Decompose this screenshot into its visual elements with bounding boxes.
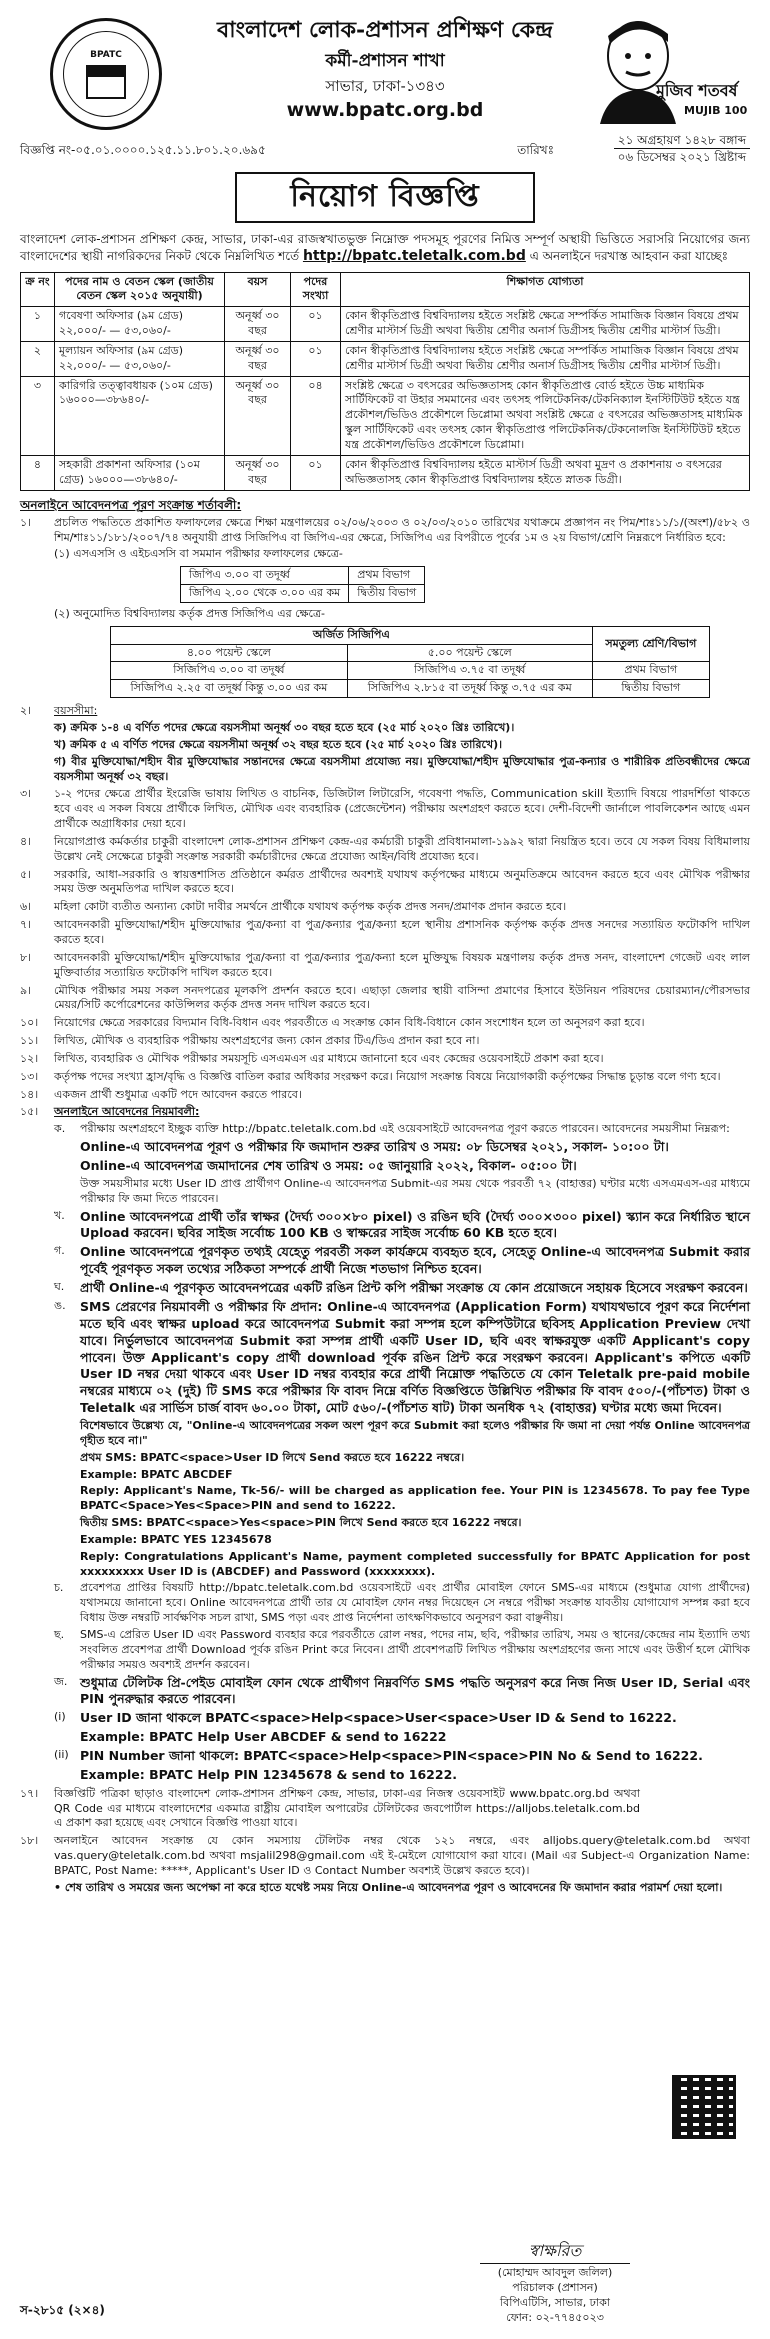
online-l-text: Online আবেদনপত্রে প্রার্থী তাঁর স্বাক্ষর (দৈর্ঘ্য ৩০০×৮০ pixel) ও রঙিন ছবি (দৈর্ঘ্য ৩০০×৩০০ pixel) স্ক্যান করে নির্ধারিত স্থানে Upload করবেন। ছবির সাইজ সর্বোচ্চ 100 KB ও স্বাক্ষরের সাইজ সর্বোচ্চ 60 KB হতে হবে। xyxy=(80,1208,750,1241)
col-age: বয়স xyxy=(225,272,291,307)
online-rii xyxy=(54,1748,750,1765)
cgpa-row xyxy=(111,680,710,698)
memo-ref-no: বিজ্ঞপ্তি নং-০৫.০১.০০০০.১২৫.১১.৮০১.২০.৬৯৫ xyxy=(20,143,266,157)
row-sl: ৪ xyxy=(21,455,55,490)
condition-18 xyxy=(20,1834,750,1879)
sms2-example: Example: BPATC YES 12345678 xyxy=(80,1532,272,1546)
condition-18b-text: • শেষ তারিখ ও সময়ের জন্য অপেক্ষা না করে হাতে যথেষ্ট সময় নিয়ে Online-এ আবেদনপত্র পূরণ ও আবেদনের ফি জমাদান করার পরামর্শ দেয়া হলো। xyxy=(54,1880,723,1894)
footer-code: স-২৮১৫ (২×৪) xyxy=(20,2303,105,2317)
condition-text: লিখিত, ব্যবহারিক ও মৌখিক পরীক্ষার সময়সূচি এসএমএস এর মাধ্যমে জানানো হবে এবং কেন্দ্রের ওয়েবসাইটে প্রকাশ করা হবে। xyxy=(54,1051,604,1065)
condition-text: লিখিত, মৌখিক ও ব্যবহারিক পরীক্ষায় অংশগ্রহণের জন্য কোন প্রকার টিএ/ডিএ প্রদান করা হবে না। xyxy=(54,1034,480,1048)
condition-number: ৭। xyxy=(20,918,32,932)
sub-label: ঘ. xyxy=(54,1280,65,1294)
cgpa-header-row xyxy=(111,626,710,644)
age-a xyxy=(54,721,750,736)
signatory-title: পরিচালক (প্রশাসন) xyxy=(512,2280,598,2294)
sms1-ex xyxy=(54,1468,750,1483)
online-ri-text: User ID জানা থাকলে BPATC<space>Help<space>User<space>User ID & Send to 16222. xyxy=(80,1710,677,1726)
row-post: কারিগরি তত্ত্বাবধায়ক (১০ম গ্রেড) ১৬০০০—৩৮৬৪০/- xyxy=(55,376,225,455)
sms1-reply: Reply: Applicant's Name, Tk-56/- will be charged as application fee. Your PIN is 12345678. To pay fee Type BPATC<Space>Yes<Space>PIN and send to 16222. xyxy=(80,1484,750,1513)
condition-17-text: বিজ্ঞপ্তিটি পত্রিকা ছাড়াও বাংলাদেশ লোক-প্রশাসন প্রশিক্ষণ কেন্দ্র, সাভার, ঢাকা-এর নিজস্ব ওয়েবসাইট www.bpatc.org.bd অথবা QR Code এর মাধ্যমে বাংলাদেশের একমাত্র রাষ্ট্রীয় মোবাইল অপারেটর টেলিটকের জবপোর্টাল https://alljobs.teletalk.com.bd এ প্রকাশ করা হয়েছে এবং সেখানে বিজ্ঞপ্তি পাওয়া যাবে। xyxy=(54,1786,640,1830)
cgpa-division: প্রথম বিভাগ xyxy=(592,662,709,680)
sms2-label: দ্বিতীয় SMS: BPATC<space>Yes<space>PIN লিখে Send করতে হবে 16222 নম্বরে। xyxy=(80,1516,522,1530)
cgpa-scale4: সিজিপিএ ৩.০০ বা তদূর্ধ্ব xyxy=(111,662,348,680)
condition-item xyxy=(20,835,750,865)
cgpa-scale4: সিজিপিএ ২.২৫ বা তদূর্ধ্ব কিন্তু ৩.০০ এর কম xyxy=(111,680,348,698)
other-conditions xyxy=(20,787,750,1102)
condition-number: ৬। xyxy=(20,900,32,914)
online-ri-example: Example: BPATC Help User ABCDEF & send to 16222 xyxy=(80,1729,447,1745)
condition-number: ১২। xyxy=(20,1051,39,1065)
row-sl: ১ xyxy=(21,307,55,342)
row-sl: ২ xyxy=(21,341,55,376)
row-count: ০১ xyxy=(291,341,341,376)
col-sl: ক্র নং xyxy=(21,272,55,307)
condition-1a xyxy=(54,547,750,562)
online-k3 xyxy=(54,1177,750,1207)
org-name: বাংলাদেশ লোক-প্রশাসন প্রশিক্ষণ কেন্দ্র xyxy=(217,17,553,43)
row-qualification: কোন স্বীকৃতিপ্রাপ্ত বিশ্ববিদ্যালয় হইতে মাস্টার্স ডিগ্রী অথবা মুদ্রণ ও প্রকাশনায় ৩ বৎসরের অভিজ্ঞতাসহ কোন স্বীকৃতিপ্রাপ্ত বিশ্ববিদ্যালয় হইতে স্নাতক ডিগ্রী। xyxy=(341,455,750,490)
sub-label xyxy=(54,1139,80,1156)
sub-label xyxy=(54,1451,80,1466)
sms1-rep xyxy=(54,1484,750,1514)
sms1 xyxy=(54,1451,750,1466)
row-sl: ৩ xyxy=(21,376,55,455)
row-count: ০১ xyxy=(291,455,341,490)
online-ri-ex xyxy=(54,1729,750,1746)
sub-label xyxy=(54,1419,80,1449)
condition-number: ১। xyxy=(20,515,32,529)
age-title: বয়সসীমা: xyxy=(54,704,98,718)
online-o-text: SMS প্রেরণের নিয়মাবলী ও পরীক্ষার ফি প্রদান: Online-এ আবেদনপত্র (Application Form) যথাযথভাবে পূরণ করে নির্দেশনা মতে ছবি এবং স্বাক্ষর upload করে আবেদনপত্র Submit করা সম্পন্ন হলে কম্পিউটারে ছবিসহ Application Preview দেখা যাবে। নির্ভুলভাবে আবেদনপত্র Submit করা সম্পন্ন প্রার্থী একটি User ID, ছবি এবং স্বাক্ষরযুক্ত একটি Applicant's copy পাবেন। উক্ত Applicant's copy প্রার্থী download পূর্বক রঙিন প্রিন্ট করে সংরক্ষণ করবেন। Applicant's কপিতে একটি User ID নম্বর দেয়া থাকবে এবং User ID নম্বর ব্যবহার করে প্রার্থী নিম্নোক্ত পদ্ধতিতে যে কোন Teletalk pre-paid mobile নম্বরের মাধ্যমে ০২ (দুই) টি SMS করে পরীক্ষার ফি বাবদ নিম্নে বর্ণিত বিজ্ঞপ্তিতে উল্লিখিত পরীক্ষার ফি বাবদ ৫০০/-(পাঁচশত) টাকা ও Teletalk এর সার্ভিস চার্জ বাবদ ৬০.০০ টাকা, মোট ৫৬০/-(পাঁচশত ষাট) টাকা অনধিক ৭২ (বাহাত্তর) ঘণ্টার মধ্যে জমা দিবেন। xyxy=(80,1298,750,1416)
condition-text: আবেদনকারী মুক্তিযোদ্ধা/শহীদ মুক্তিযোদ্ধার পুত্র/কন্যা বা পুত্র/কন্যার পুত্র/কন্যা হলে মুক্তিযুদ্ধ বিষয়ক মন্ত্রণালয় কর্তৃক প্রদত্ত সনদ, বাংলাদেশ গেজেট এবং লাল মুক্তিবার্তার সত্যায়িত ফটোকপি দাখিল করতে হবে। xyxy=(54,950,750,979)
sub-label: ছ. xyxy=(54,1628,65,1642)
online-o2 xyxy=(54,1419,750,1449)
intro-tail: এ অনলাইনে দরখাস্ত আহবান করা যাচ্ছেঃ xyxy=(529,248,729,263)
cgpa-scale5: ৫.০০ পয়েন্ট স্কেলে xyxy=(347,644,592,662)
condition-number: ২। xyxy=(20,704,32,718)
online-q xyxy=(54,1628,750,1673)
sub-label xyxy=(54,1484,80,1514)
mujib-en-text: MUJIB 100 xyxy=(684,104,748,117)
condition-18b xyxy=(54,1881,750,1896)
sms2-ex xyxy=(54,1533,750,1548)
book-icon xyxy=(86,65,126,99)
gpa-range: জিপিএ ৩.০০ বা তদূর্ধ্ব xyxy=(181,567,349,585)
online-p-text: প্রবেশপত্র প্রাপ্তির বিষয়টি http://bpatc.teletalk.com.bd ওয়েবসাইটে এবং প্রার্থীর মোবাইল ফোনে SMS-এর মাধ্যমে (শুধুমাত্র যোগ্য প্রার্থীদের) যথাসময়ে জানানো হবে। Online আবেদনপত্রে প্রার্থী তার যে মোবাইল ফোন নম্বর দিয়েছেন সে নম্বরে পরীক্ষা সংক্রান্ত যাবতীয় যোগাযোগ সম্পন্ন করা হবে বিধায় উক্ত নম্বরটি সার্বক্ষণিক সচল রাখা, SMS পড়া এবং প্রাপ্ত নির্দেশনা তাৎক্ষণিকভাবে অনুসরণ করা বাঞ্ছনীয়। xyxy=(80,1581,750,1625)
cgpa-scale4: ৪.০০ পয়েন্ট স্কেলে xyxy=(111,644,348,662)
row-count: ০৪ xyxy=(291,376,341,455)
row-post: মূল্যায়ন অফিসার (৯ম গ্রেড) ২২,০০০/- — ৫৩,০৬০/- xyxy=(55,341,225,376)
cgpa-equiv-header: সমতুল্য শ্রেণি/বিভাগ xyxy=(592,626,709,662)
condition-text: প্রচলিত পদ্ধতিতে প্রকাশিত ফলাফলের ক্ষেত্রে শিক্ষা মন্ত্রণালয়ের ০২/০৬/২০০৩ ও ০২/০৩/২০১০ তারিখের যথাক্রমে প্রজ্ঞাপন নং পিম/শাঃ১১/১/(অংশ)/৫৮২ ও শিম/শাঃ১১/১৮১/২০০৭/৭৪ অনুযায়ী প্রাপ্ত সিজিপিএ বা জিপিএ-এর ক্ষেত্রে, সিজিপিএ এর বিপরীতে পূর্বের ১ম ও ২য় বিভাগ/শ্রেণি নিম্নরূপে নির্ধারিত হবে: xyxy=(54,515,750,544)
online-rii-example: Example: BPATC Help PIN 12345678 & send to 16222. xyxy=(80,1766,458,1782)
row-age: অনূর্ধ্ব ৩০ বছর xyxy=(225,376,291,455)
row-post: গবেষণা অফিসার (৯ম গ্রেড) ২২,০০০/- — ৫৩,০৬০/- xyxy=(55,307,225,342)
signature-scrawl: স্বাক্ষরিত xyxy=(480,2240,630,2264)
sub-label: ঙ. xyxy=(54,1298,66,1312)
memo-date xyxy=(517,132,750,165)
condition-1b xyxy=(54,607,750,622)
condition-item xyxy=(20,918,750,948)
table-row xyxy=(21,376,750,455)
sms2 xyxy=(54,1516,750,1531)
sub-label: চ. xyxy=(54,1581,64,1595)
gpa-range: জিপিএ ২.০০ থেকে ৩.০০ এর কম xyxy=(181,585,349,603)
online-n-text: প্রার্থী Online-এ পূরণকৃত আবেদনপত্রের একটি রঙিন প্রিন্ট কপি পরীক্ষা সংক্রান্ত যে কোন প্রয়োজনে সহায়ক হিসেবে সংরক্ষণ করবেন। xyxy=(80,1280,748,1296)
cgpa-obtained-header: অর্জিত সিজিপিএ xyxy=(111,626,593,644)
condition-number: ১৮। xyxy=(20,1834,39,1848)
condition-number: ৮। xyxy=(20,950,32,964)
condition-number: ১৭। xyxy=(20,1786,39,1800)
online-rii-text: PIN Number জানা থাকলে: BPATC<space>Help<space>PIN<space>PIN No & Send to 16222. xyxy=(80,1748,703,1764)
sub-label xyxy=(54,1468,80,1483)
condition-item xyxy=(20,900,750,915)
bpatc-logo xyxy=(50,18,162,130)
row-age: অনূর্ধ্ব ৩০ বছর xyxy=(225,341,291,376)
cgpa-scale5: সিজিপিএ ৩.৭৫ বা তদূর্ধ্ব xyxy=(347,662,592,680)
row-count: ০১ xyxy=(291,307,341,342)
branch-name: কর্মী-প্রশাসন শাখা xyxy=(325,50,445,71)
logo-text: BPATC xyxy=(90,49,122,60)
condition-number: ১০। xyxy=(20,1016,39,1030)
sub-label: জ. xyxy=(54,1674,68,1688)
age-b xyxy=(54,738,750,753)
table-row xyxy=(21,307,750,342)
age-c xyxy=(54,755,750,785)
conditions-title: অনলাইনে আবেদনপত্র পূরণ সংক্রান্ত শর্তাবলী: xyxy=(20,497,242,512)
age-a-text: ক) ক্রমিক ১-৪ এ বর্ণিত পদের ক্ষেত্রে বয়সসীমা অনূর্ধ্ব ৩০ বছর হতে হবে (২৫ মার্চ ২০২০ খ্রিঃ তারিখে)। xyxy=(54,721,515,735)
condition-item xyxy=(20,868,750,898)
condition-text: আবেদনকারী মুক্তিযোদ্ধা/শহীদ মুক্তিযোদ্ধার পুত্র/কন্যা বা পুত্র/কন্যার পুত্র/কন্যা হলে স্থানীয় প্রশাসনিক কর্তৃপক্ষ কর্তৃক প্রদত্ত সনদের সত্যায়িত ফটোকপি দাখিল করতে হবে। xyxy=(54,918,750,946)
condition-item xyxy=(20,1016,750,1031)
condition-item xyxy=(20,1034,750,1049)
condition-number: ১৪। xyxy=(20,1087,39,1101)
sub-label: (ii) xyxy=(54,1748,69,1762)
signatory-name: (মোহাম্মদ আবদুল জলিল) xyxy=(497,2266,613,2279)
row-qualification: কোন স্বীকৃতিপ্রাপ্ত বিশ্ববিদ্যালয় হইতে সংশ্লিষ্ট ক্ষেত্রে সম্পর্কিত সামাজিক বিজ্ঞান বিষয়ে প্রথম শ্রেণীর মাস্টার্স ডিগ্রী অথবা দ্বিতীয় শ্রেণীর অনার্স ডিগ্রীসহ দ্বিতীয় শ্রেণীর মাস্টার্স ডিগ্রী। xyxy=(341,307,750,342)
condition-text: ১-২ পদের ক্ষেত্রে প্রার্থীর ইংরেজি ভাষায় লিখিত ও বাচনিক, ডিজিটাল লিটারেসি, গবেষণা পদ্ধতি, Communication skill ইত্যাদি বিষয়ে পারদর্শিতা থাকতে হবে এবং এ সকল বিষয়ে প্রার্থীকে লিখিত, মৌখিক এবং ব্যবহারিক (প্রেজেন্টেশন) পরীক্ষায় অংশগ্রহণ করতে হবে। দেশী-বিদেশী জার্নালে পাবলিকেশন আছে এমন প্রার্থীকে অগ্রাধিকার দেয়া হবে। xyxy=(54,787,750,831)
condition-15 xyxy=(20,1105,750,1120)
posts-table xyxy=(20,272,750,491)
sms2-reply: Reply: Congratulations Applicant's Name, payment completed successfully for BPATC Application for post xxxxxxxxx User ID is (ABCDEF) and Password (xxxxxxxx). xyxy=(80,1549,750,1578)
condition-text: মৌখিক পরীক্ষার সময় সকল সনদপত্রের মূলকপি প্রদর্শন করতে হবে। এছাড়া জেলার স্থায়ী বাসিন্দা প্রমাণের হিসাবে ইউনিয়ন পরিষদের চেয়ারম্যান/পৌরসভার মেয়র/সিটি কর্পোরেশনের কাউন্সিলর কর্তৃক প্রদত্ত সনদ দাখিল করতে হবে। xyxy=(54,983,750,1012)
condition-item xyxy=(20,984,750,1014)
online-r xyxy=(54,1675,750,1709)
condition-text: একজন প্রার্থী শুধুমাত্র একটি পদে আবেদন করতে পারবে। xyxy=(54,1087,302,1101)
sub-label: ক. xyxy=(54,1122,66,1136)
header-title-block xyxy=(210,16,560,124)
online-ri xyxy=(54,1710,750,1727)
condition-1b-text: (২) অনুমোদিত বিশ্ববিদ্যালয় কর্তৃক প্রদত্ত সিজিপিএ এর ক্ষেত্রে- xyxy=(54,606,326,620)
age-c-text: গ) বীর মুক্তিযোদ্ধা/শহীদ বীর মুক্তিযোদ্ধার সন্তানদের ক্ষেত্রে বয়সসীমা প্রযোজ্য নয়। মুক্তিযোদ্ধা/শহীদ মুক্তিযোদ্ধার পুত্র-কন্যার ও শারীরিক প্রতিবন্ধীদের ক্ষেত্রে বয়সসীমা অনূর্ধ্ব ৩২ বছর। xyxy=(54,754,750,783)
org-website[interactable]: www.bpatc.org.bd xyxy=(286,98,484,121)
condition-text: নিয়োগের ক্ষেত্রে সরকারের বিদ্যমান বিধি-বিধান এবং পরবর্তীতে এ সংক্রান্ত কোন বিধি-বিধানে কোন সংশোধন হলে তা অনুসরণ করা হবে। xyxy=(54,1016,645,1030)
row-age: অনূর্ধ্ব ৩০ বছর xyxy=(225,307,291,342)
condition-item xyxy=(20,1070,750,1085)
qr-code-icon[interactable] xyxy=(672,2075,736,2139)
condition-number: ১৩। xyxy=(20,1069,39,1083)
sub-label xyxy=(54,1177,80,1207)
online-m xyxy=(54,1244,750,1278)
table-row xyxy=(21,455,750,490)
gpa-division: দ্বিতীয় বিভাগ xyxy=(349,585,425,603)
row-qualification: সংশ্লিষ্ট ক্ষেত্রে ৩ বৎসরের অভিজ্ঞতাসহ কোন স্বীকৃতিপ্রাপ্ত বোর্ড হইতে উচ্চ মাধ্যমিক সার্টিফিকেট বা উহার সমমানের এবং তৎসহ পলিটেকনিক/টেকনিক্যাল ইনস্টিটিউট হইতে যন্ত্র প্রকৌশল/ভিডিও প্রকৌশলে ডিপ্লোমা অথবা সংশ্লিষ্ট ক্ষেত্রে ৫ বৎসরের অভিজ্ঞতাসহ মাধ্যমিক স্কুল সার্টিফিকেট এবং তৎসহ কোন স্বীকৃতিপ্রাপ্ত পলিটেকনিক/টেকনোলজি ইনস্টিটিউট হইতে যন্ত্র প্রকৌশল/ভিডিও প্রকৌশলে ডিপ্লোমা। xyxy=(341,376,750,455)
col-count: পদের সংখ্যা xyxy=(291,272,341,307)
intro-paragraph xyxy=(20,231,750,266)
online-k2-text: Online-এ আবেদনপত্র জমাদানের শেষ তারিখ ও সময়: ০৫ জানুয়ারি ২০২২, বিকাল- ০৫:০০ টা। xyxy=(80,1157,577,1173)
condition-item xyxy=(20,1052,750,1067)
condition-number: ৩। xyxy=(20,787,32,801)
condition-number: ৯। xyxy=(20,983,32,997)
posts-table-header xyxy=(21,272,750,307)
sms1-label: প্রথম SMS: BPATC<space>User ID লিখে Send করতে হবে 16222 নম্বরে। xyxy=(80,1450,465,1464)
condition-text: সরকারি, আধা-সরকারি ও স্বায়ত্তশাসিত প্রতিষ্ঠানে কর্মরত প্রার্থীদের অবশ্যই যথাযথ কর্তৃপক্ষের মাধ্যমে অনুমতিক্রমে আবেদন করতে হবে এবং মৌখিক পরীক্ষার সময় উক্ত অনুমতিপত্র দাখিল করতে হবে। xyxy=(54,867,750,896)
date-bangla: ২১ অগ্রহায়ণ ১৪২৮ বঙ্গাব্দ xyxy=(614,132,750,149)
sub-label xyxy=(54,1533,80,1548)
cgpa-division: দ্বিতীয় বিভাগ xyxy=(592,680,709,698)
condition-number: ৪। xyxy=(20,834,32,848)
condition-number: ১১। xyxy=(20,1034,39,1048)
sub-label xyxy=(54,1516,80,1531)
online-rii-ex xyxy=(54,1767,750,1784)
table-row xyxy=(21,341,750,376)
condition-17 xyxy=(20,1787,750,1832)
cgpa-row xyxy=(111,662,710,680)
online-k-text: পরীক্ষায় অংশগ্রহণে ইচ্ছুক ব্যক্তি http://bpatc.teletalk.com.bd এই ওয়েবসাইটে আবেদনপত্র পূরণ করতে পারবেন। আবেদনের সময়সীমা নিম্নরূপ: xyxy=(80,1122,730,1136)
online-k xyxy=(54,1122,750,1137)
mujib-badge-text: মুজিব শতবর্ষ xyxy=(656,81,738,100)
sub-label: খ. xyxy=(54,1208,65,1222)
sub-label xyxy=(54,1550,80,1580)
org-address: সাভার, ঢাকা-১৩৪৩ xyxy=(325,76,445,95)
online-q-text: SMS-এ প্রেরিত User ID এবং Password ব্যবহার করে পরবর্তীতে রোল নম্বর, পদের নাম, ছবি, পরীক্ষার তারিখ, সময় ও স্থানের/কেন্দ্রের নাম ইত্যাদি তথ্য সংবলিত প্রবেশপত্র প্রার্থী Download পূর্বক রঙিন Print করে নিবেন। প্রার্থী প্রবেশপত্রটি লিখিত পরীক্ষায় অংশগ্রহণের জন্য সাথে এবং উত্তীর্ণ হলে মৌখিক পরীক্ষার সময়ও অবশ্যই প্রদর্শন করবেন। xyxy=(80,1628,750,1671)
condition-number: ৫। xyxy=(20,867,32,881)
sub-label: গ. xyxy=(54,1244,65,1258)
gpa-row xyxy=(181,567,425,585)
sub-label xyxy=(54,1158,80,1175)
gpa-row xyxy=(181,585,425,603)
online-n xyxy=(54,1280,750,1297)
sub-label xyxy=(54,1729,80,1746)
online-k3-text: উক্ত সময়সীমার মধ্যে User ID প্রাপ্ত প্রার্থীগণ Online-এ আবেদনপত্র Submit-এর সময় থেকে পরবর্তী ৭২ (বাহাত্তর) ঘণ্টার মধ্যে এসএমএস-এর মাধ্যমে পরীক্ষার ফি জমা দিতে পারবেন। xyxy=(80,1176,750,1205)
condition-item xyxy=(20,1088,750,1103)
signatory-office: বিপিএটিসি, সাভার, ঢাকা xyxy=(500,2295,610,2309)
condition-2 xyxy=(20,704,750,719)
condition-text: কর্তৃপক্ষ পদের সংখ্যা হ্রাস/বৃদ্ধি ও বিজ্ঞপ্তি বাতিল করার অধিকার সংরক্ষণ করে। নিয়োগ সংক্রান্ত বিষয়ে নিয়োগকারী কর্তৃপক্ষের সিদ্ধান্ত চূড়ান্ত বলে গণ্য হবে। xyxy=(54,1069,721,1083)
online-k1-text: Online-এ আবেদনপত্র পূরণ ও পরীক্ষার ফি জমাদান শুরুর তারিখ ও সময়: ০৮ ডিসেম্বর ২০২১, সকাল- ১০:০০ টা। xyxy=(80,1139,669,1155)
sms1-example: Example: BPATC ABCDEF xyxy=(80,1467,233,1481)
online-r-text: শুধুমাত্র টেলিটক প্রি-পেইড মোবাইল ফোন থেকে প্রার্থীগণ নিম্নবর্ণিত SMS পদ্ধতি অনুসরণ করে নিজ নিজ User ID, Serial এবং PIN পুনরুদ্ধার করতে পারবেন। xyxy=(80,1674,750,1707)
condition-number: ১৫। xyxy=(20,1105,39,1119)
online-title: অনলাইনে আবেদনের নিয়মাবলী: xyxy=(54,1105,200,1119)
date-label: তারিখঃ xyxy=(517,143,554,157)
condition-1a-text: (১) এসএসসি ও এইচএসসি বা সমমান পরীক্ষার ফলাফলের ক্ষেত্রে- xyxy=(54,547,343,561)
online-l xyxy=(54,1209,750,1243)
condition-text: নিয়োগপ্রাপ্ত কর্মকর্তার চাকুরী বাংলাদেশ লোক-প্রশাসন প্রশিক্ষণ কেন্দ্র-এর কর্মচারী চাকুরী প্রবিধানমালা-১৯৯২ দ্বারা নিয়ন্ত্রিত হবে। তবে যে সকল বিষয় বিধিমালায় উল্লেখ নেই সেক্ষেত্রে চাকুরী সংক্রান্ত সরকারী কর্মচারীদের ক্ষেত্রে প্রযোজ্য আইন/বিধি প্রযোজ্য হবে। xyxy=(54,834,750,863)
gpa-division: প্রথম বিভাগ xyxy=(349,567,425,585)
online-k1 xyxy=(54,1139,750,1156)
memo-line xyxy=(20,132,750,168)
condition-item xyxy=(20,787,750,832)
row-age: অনূর্ধ্ব ৩০ বছর xyxy=(225,455,291,490)
mujib-centenary-logo xyxy=(590,14,748,124)
col-post: পদের নাম ও বেতন স্কেল (জাতীয় বেতন স্কেল ২০১৫ অনুযায়ী) xyxy=(55,272,225,307)
col-qualification: শিক্ষাগত যোগ্যতা xyxy=(341,272,750,307)
row-qualification: কোন স্বীকৃতিপ্রাপ্ত বিশ্ববিদ্যালয় হইতে সংশ্লিষ্ট ক্ষেত্রে সম্পর্কিত সামাজিক বিজ্ঞান বিষয়ে প্রথম শ্রেণীর মাস্টার্স ডিগ্রী অথবা দ্বিতীয় শ্রেণীর অনার্স ডিগ্রীসহ দ্বিতীয় শ্রেণীর মাস্টার্স ডিগ্রী। xyxy=(341,341,750,376)
condition-18-text: অনলাইনে আবেদন সংক্রান্ত যে কোন সমস্যায় টেলিটক নম্বর থেকে ১২১ নম্বরে, এবং alljobs.query@teletalk.com.bd অথবা vas.query@teletalk.com.bd অথবা msjalil298@gmail.com এই ই-মেইলে যোগাযোগ করা যাবে। (Mail এর Subject-এ Organization Name: BPATC, Post Name: *****, Applicant's User ID ও Contact Number অবশ্যই উল্লেখ করতে হবে)। xyxy=(54,1834,750,1878)
cgpa-scale5: সিজিপিএ ২.৮১৫ বা তদূর্ধ্ব কিন্তু ৩.৭৫ এর কম xyxy=(347,680,592,698)
sub-label: (i) xyxy=(54,1710,66,1724)
application-url[interactable]: http://bpatc.teletalk.com.bd xyxy=(302,247,526,264)
logo-emblem xyxy=(63,31,149,117)
condition-item xyxy=(20,951,750,981)
signature-block xyxy=(480,2240,630,2325)
online-p xyxy=(54,1581,750,1626)
signatory-phone: ফোন: ০২-৭৭৪৫০২৩ xyxy=(506,2310,604,2324)
gpa-table xyxy=(180,566,425,603)
date-english: ০৬ ডিসেম্বর ২০২১ খ্রিষ্টাব্দ xyxy=(617,150,746,165)
cgpa-table xyxy=(110,626,710,698)
intro-text: বাংলাদেশ লোক-প্রশাসন প্রশিক্ষণ কেন্দ্র, সাভার, ঢাকা-এর রাজস্বখাতভুক্ত নিম্নোক্ত পদসমূহ পূরণের নিমিত্ত সম্পূর্ণ অস্থায়ী ভিত্তিতে সরাসরি নিয়োগের জন্য বাংলাদেশের স্থায়ী নাগরিকদের নিকট থেকে নিম্নলিখিত শর্তে xyxy=(20,231,750,263)
row-post: সহকারী প্রকাশনা অফিসার (১০ম গ্রেড) ১৬০০০—৩৮৬৪০/- xyxy=(55,455,225,490)
age-b-text: খ) ক্রমিক ৫ এ বর্ণিত পদের ক্ষেত্রে বয়সসীমা অনূর্ধ্ব ৩২ বছর হতে হবে (২৫ মার্চ ২০২০ খ্রিঃ তারিখে)। xyxy=(54,737,503,751)
online-k2 xyxy=(54,1158,750,1175)
sub-label xyxy=(54,1767,80,1784)
notice-title: নিয়োগ বিজ্ঞপ্তি xyxy=(235,172,535,223)
online-o xyxy=(54,1299,750,1417)
condition-text: মহিলা কোটা ব্যতীত অন্যান্য কোটা দাবীর সমর্থনে প্রার্থীকে যথাযথ কর্তৃপক্ষ কর্তৃক প্রদত্ত সনদ/প্রমাণক প্রদান করতে হবে। xyxy=(54,900,567,914)
header xyxy=(20,14,750,132)
online-m-text: Online আবেদনপত্রে পূরণকৃত তথ্যই যেহেতু পরবর্তী সকল কার্যক্রমে ব্যবহৃত হবে, সেহেতু Online-এ আবেদনপত্র Submit করার পূর্বেই পূরণকৃত সকল তথ্যের সঠিকতা সম্পর্কে প্রার্থী নিজে শতভাগ নিশ্চিত হবেন। xyxy=(80,1244,750,1277)
condition-1 xyxy=(20,516,750,546)
online-o2-text: বিশেষভাবে উল্লেখ্য যে, "Online-এ আবেদনপত্রের সকল অংশ পূরণ করে Submit করা হলেও পরীক্ষার ফি জমা না দেয়া পর্যন্ত Online আবেদনপত্র গৃহীত হবে না।" xyxy=(80,1419,750,1447)
sms2-rep xyxy=(54,1550,750,1580)
